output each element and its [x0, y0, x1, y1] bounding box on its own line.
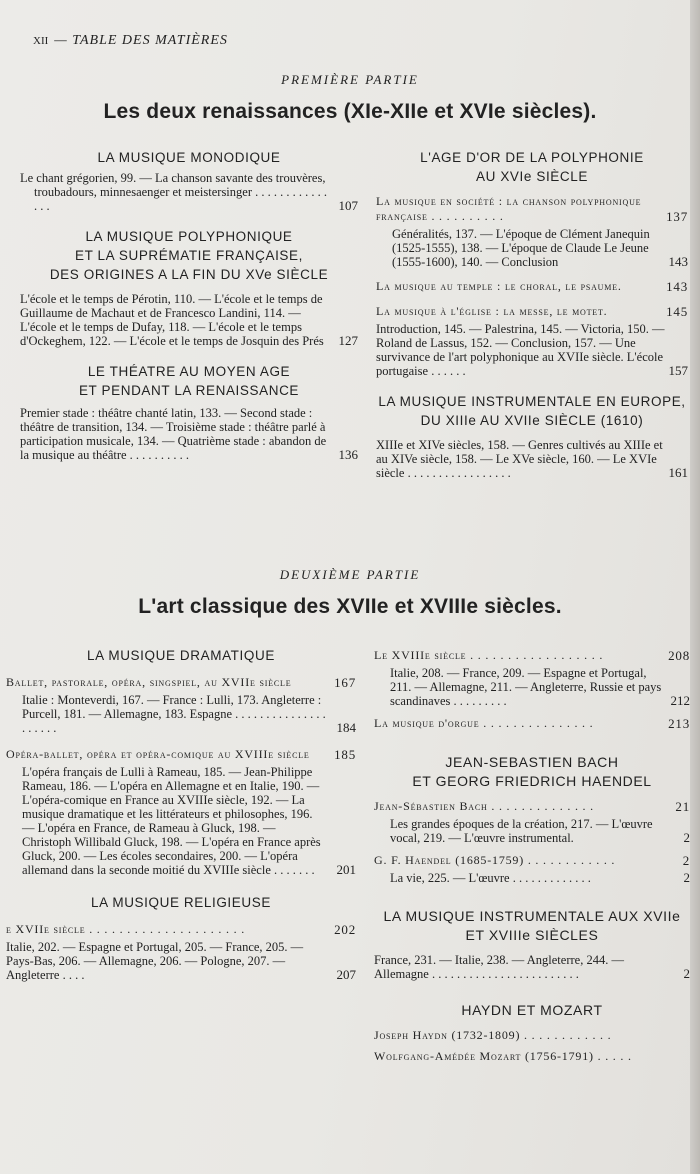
page-ref: 2: [683, 966, 690, 981]
page-ref: 143: [666, 279, 688, 294]
page-ref: 184: [336, 720, 356, 735]
part1-right-column: [376, 148, 688, 480]
page-ref: 136: [338, 447, 358, 462]
section-title: LA MUSIQUE MONODIQUE: [97, 150, 281, 165]
page-ref: 137: [666, 209, 688, 224]
section-title: L'AGE D'OR DE LA POLYPHONIE AU XVIe SIÈCLE: [420, 150, 644, 184]
page-ref: 127: [338, 333, 358, 348]
part1-left-column: [20, 148, 358, 462]
page-ref: 167: [334, 675, 356, 690]
page-ref: 208: [668, 648, 690, 663]
section-title: LA MUSIQUE DRAMATIQUE: [87, 648, 275, 663]
section-title: LA MUSIQUE INSTRUMENTALE AUX XVIIe ET XVIIIe SIÈCLES: [383, 908, 681, 943]
page-edge: [690, 0, 700, 1174]
page-ref: 161: [668, 465, 688, 480]
page-ref: 185: [334, 747, 356, 762]
toc-entry: Le chant grégorien, 99. — La chanson savante des trouvères, troubadours, minnesaenger et meistersinger . . . . . . . . . . . . . . . 107: [20, 171, 358, 213]
page-ref: 213: [668, 716, 690, 731]
toc-subentry: Italie, 208. — France, 209. — Espagne et Portugal, 211. — Allemagne, 211. — Angleterre, Russie et pays scandinaves . . . . . . . . . 212: [390, 666, 690, 708]
toc-entry: La musique à l'église : la messe, le motet. 145: [376, 304, 688, 319]
toc-subentry: L'opéra français de Lulli à Rameau, 185. — Jean-Philippe Rameau, 186. — L'opéra en Allemagne et en Italie, 190. — L'opéra-comique en France au XVIIIe siècle, 192. — La musique dramatique et les littérateurs et philosophes, 196. — L'opéra en France, de Rameau à Gluck, 198. — Christoph Willibald Gluck, 198. — L'opéra en France après Gluck, 200. — Les écoles secondaires, 200. — L'opéra allemand dans la seconde moitié du XVIIIe siècle . . . . . . . 201: [22, 765, 356, 877]
page-number: XII: [33, 35, 49, 47]
toc-entry: G. F. Haendel (1685-1759) . . . . . . . . . . . . 2: [374, 853, 690, 868]
page-ref: 143: [668, 254, 688, 269]
toc-entry: L'école et le temps de Pérotin, 110. — L'école et le temps de Guillaume de Machaut et de Francesco Landini, 114. — L'école et le temps de Dufay, 118. — L'école et le temps d'Ockeghem, 122. — L'école et le temps de Josquin des Prés 127: [20, 292, 358, 348]
section-title: LA MUSIQUE INSTRUMENTALE EN EUROPE, DU XIIIe AU XVIIe SIÈCLE (1610): [378, 394, 686, 428]
toc-subentry: Italie, 202. — Espagne et Portugal, 205. — France, 205. — Pays-Bas, 206. — Allemagne, 206. — Pologne, 207. — Angleterre . . . . 207: [6, 940, 356, 982]
toc-entry: XIIIe et XIVe siècles, 158. — Genres cultivés au XIIIe et au XIVe siècle, 158. — Le XVe siècle, 160. — Le XVIe siècle . . . . . . . . . . . . . . . . . 161: [376, 438, 688, 480]
part2-label: DEUXIÈME PARTIE: [279, 567, 421, 582]
page-ref: 107: [338, 198, 358, 213]
part2-left-column: [6, 646, 356, 982]
toc-subentry: Généralités, 137. — L'époque de Clément Janequin (1525-1555), 138. — L'époque de Claude Le Jeune (1555-1600), 140. — Conclusion 143: [392, 227, 688, 269]
page-ref: 2: [683, 870, 690, 885]
toc-entry: Wolfgang-Amédée Mozart (1756-1791) . . . . .: [374, 1049, 632, 1063]
header-title: TABLE DES MATIÈRES: [72, 33, 228, 48]
page-ref: 2: [682, 853, 690, 868]
page-ref: 157: [668, 363, 688, 378]
page-ref: 212: [670, 693, 690, 708]
section-title: HAYDN ET MOZART: [461, 1002, 603, 1018]
section-title: LA MUSIQUE RELIGIEUSE: [91, 895, 271, 910]
page-ref: 202: [334, 922, 356, 937]
page-ref: 21: [675, 799, 690, 814]
section-title: LE THÉATRE AU MOYEN AGE ET PENDANT LA RENAISSANCE: [78, 364, 300, 398]
toc-entry: Premier stade : théâtre chanté latin, 133. — Second stade : théâtre de transition, 134. — Troisième stade : théâtre parlé à participation musicale, 134. — Quatrième stade : abandon de la musique au théâtre . . . . . . . . . . 136: [20, 406, 358, 462]
toc-entry: Jean-Sébastien Bach . . . . . . . . . . . . . . 21: [374, 799, 690, 814]
page-ref: 145: [666, 304, 688, 319]
running-header: XII — TABLE DES MATIÈRES: [33, 33, 228, 48]
toc-subentry: La vie, 225. — L'œuvre . . . . . . . . . . . . . 2: [390, 870, 690, 885]
section-title: LA MUSIQUE POLYPHONIQUE ET LA SUPRÉMATIE FRANÇAISE, DES ORIGINES A LA FIN DU XVe SIÈCLE: [49, 229, 329, 282]
toc-subentry: Les grandes époques de la création, 217. — L'œuvre vocal, 219. — L'œuvre instrumental. 2: [390, 817, 690, 845]
part2-right-column: [374, 648, 690, 1064]
toc-entry: La musique en société : la chanson polyphonique française . . . . . . . . . . 137: [376, 194, 688, 224]
page-ref: 207: [336, 967, 356, 982]
page-ref: 201: [336, 862, 356, 877]
toc-entry: La musique au temple : le choral, le psaume. 143: [376, 279, 688, 294]
toc-entry: e XVIIe siècle . . . . . . . . . . . . . . . . . . . . . 202: [6, 922, 356, 937]
toc-subentry: Introduction, 145. — Palestrina, 145. — Victoria, 150. — Roland de Lassus, 152. — Conclusion, 157. — Une survivance de l'art polyphonique au XVIIe siècle. L'école portugaise . . . . . . 157: [376, 322, 688, 378]
toc-entry: France, 231. — Italie, 238. — Angleterre, 244. — Allemagne . . . . . . . . . . . . . . . . . . . . . . . . 2: [374, 953, 690, 981]
toc-subentry: Italie : Monteverdi, 167. — France : Lulli, 173. Angleterre : Purcell, 181. — Allemagne, 183. Espagne . . . . . . . . . . . . . . . . . . . . . 184: [22, 693, 356, 735]
toc-entry: Opéra-ballet, opéra et opéra-comique au XVIIIe siècle 185: [6, 747, 356, 762]
page-ref: 2: [683, 830, 690, 845]
toc-entry: Le XVIIIe siècle . . . . . . . . . . . . . . . . . . 208: [374, 648, 690, 663]
section-title: JEAN-SEBASTIEN BACH ET GEORG FRIEDRICH HAENDEL: [412, 754, 652, 789]
toc-entry: Ballet, pastorale, opéra, singspiel, au XVIIe siècle 167: [6, 675, 356, 690]
part1-title: Les deux renaissances (XIe-XIIe et XVIe siècles).: [103, 100, 597, 123]
part1-label: PREMIÈRE PARTIE: [281, 72, 419, 87]
part2-title: L'art classique des XVIIe et XVIIIe siècles.: [138, 595, 562, 618]
toc-entry: La musique d'orgue . . . . . . . . . . . . . . . 213: [374, 716, 690, 731]
toc-entry: Joseph Haydn (1732-1809) . . . . . . . . . . . .: [374, 1028, 612, 1042]
